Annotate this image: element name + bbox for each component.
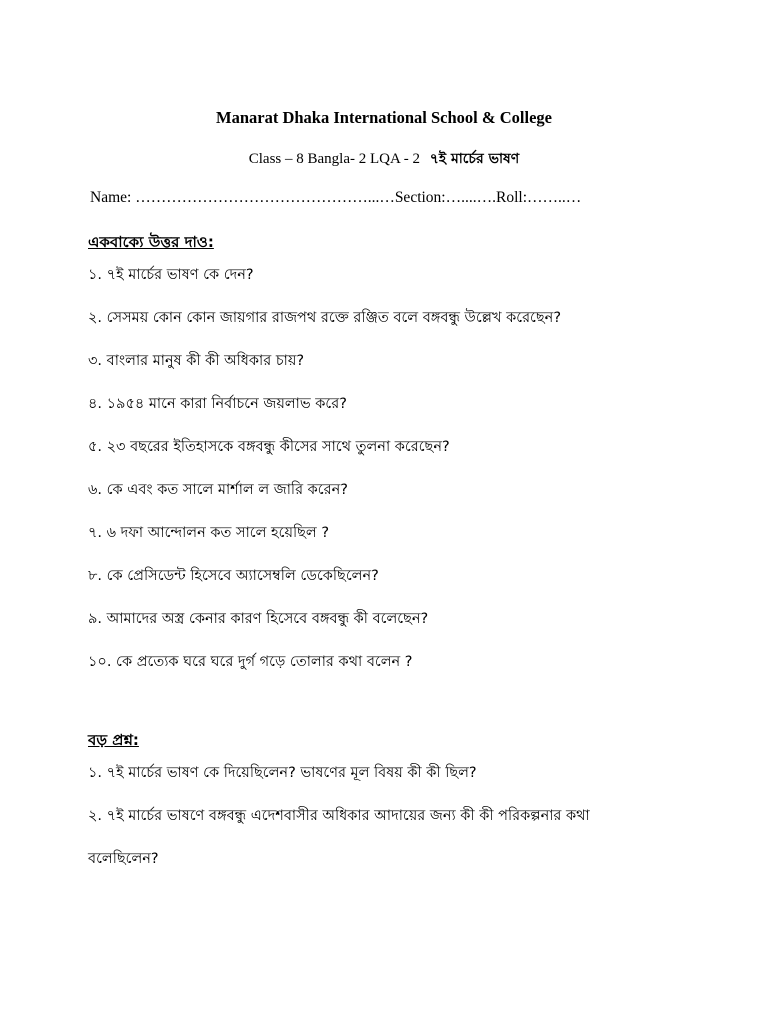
short-question-1: ১. ৭ই মার্চের ভাষণ কে দেন? [88,267,254,283]
long-question-2: ২. ৭ই মার্চের ভাষণে বঙ্গবন্ধু এদেশবাসীর অধিকার আদায়ের জন্য কী কী পরিকল্পনার কথা [88,808,590,824]
school-title: Manarat Dhaka International School & College [216,108,552,127]
class-info: Class – 8 Bangla- 2 LQA - 2 [248,151,420,167]
long-question-1: ১. ৭ই মার্চের ভাষণ কে দিয়েছিলেন? ভাষণের মূল বিষয় কী কী ছিল? [88,765,477,781]
short-question-10: ১০. কে প্রত্যেক ঘরে ঘরে দুর্গ গড়ে তোলার কথা বলেন ? [88,654,413,670]
short-question-3: ৩. বাংলার মানুষ কী কী অধিকার চায়? [88,353,305,369]
topic-title: ৭ই মার্চের ভাষণ [429,151,520,167]
short-question-5: ৫. ২৩ বছরের ইতিহাসকে বঙ্গবন্ধু কীসের সাথে তুলনা করেছেন? [88,439,450,455]
short-question-7: ৭. ৬ দফা আন্দোলন কত সালে হয়েছিল ? [88,525,330,541]
class-info-line [0,147,768,171]
long-answer-heading: বড় প্রশ্ন: [88,731,139,749]
long-question-2-continued: বলেছিলেন? [88,851,159,867]
short-question-6: ৬. কে এবং কত সালে মার্শাল ল জারি করেন? [88,482,348,498]
name-section-roll-line: Name: ………………………………………...…Section:…....….Roll:……..… [90,189,582,206]
short-answer-heading: একবাক্যে উত্তর দাও: [88,233,214,251]
short-question-8: ৮. কে প্রেসিডেন্ট হিসেবে অ্যাসেম্বলি ডেকেছিলেন? [88,568,379,584]
short-question-2: ২. সেসময় কোন কোন জায়গার রাজপথ রক্তে রঞ্জিত বলে বঙ্গবন্ধু উল্লেখ করেছেন? [88,310,562,326]
short-question-9: ৯. আমাদের অস্ত্র কেনার কারণ হিসেবে বঙ্গবন্ধু কী বলেছেন? [88,611,429,627]
short-question-4: ৪. ১৯৫৪ মানে কারা নির্বাচনে জয়লাভ করে? [88,396,347,412]
